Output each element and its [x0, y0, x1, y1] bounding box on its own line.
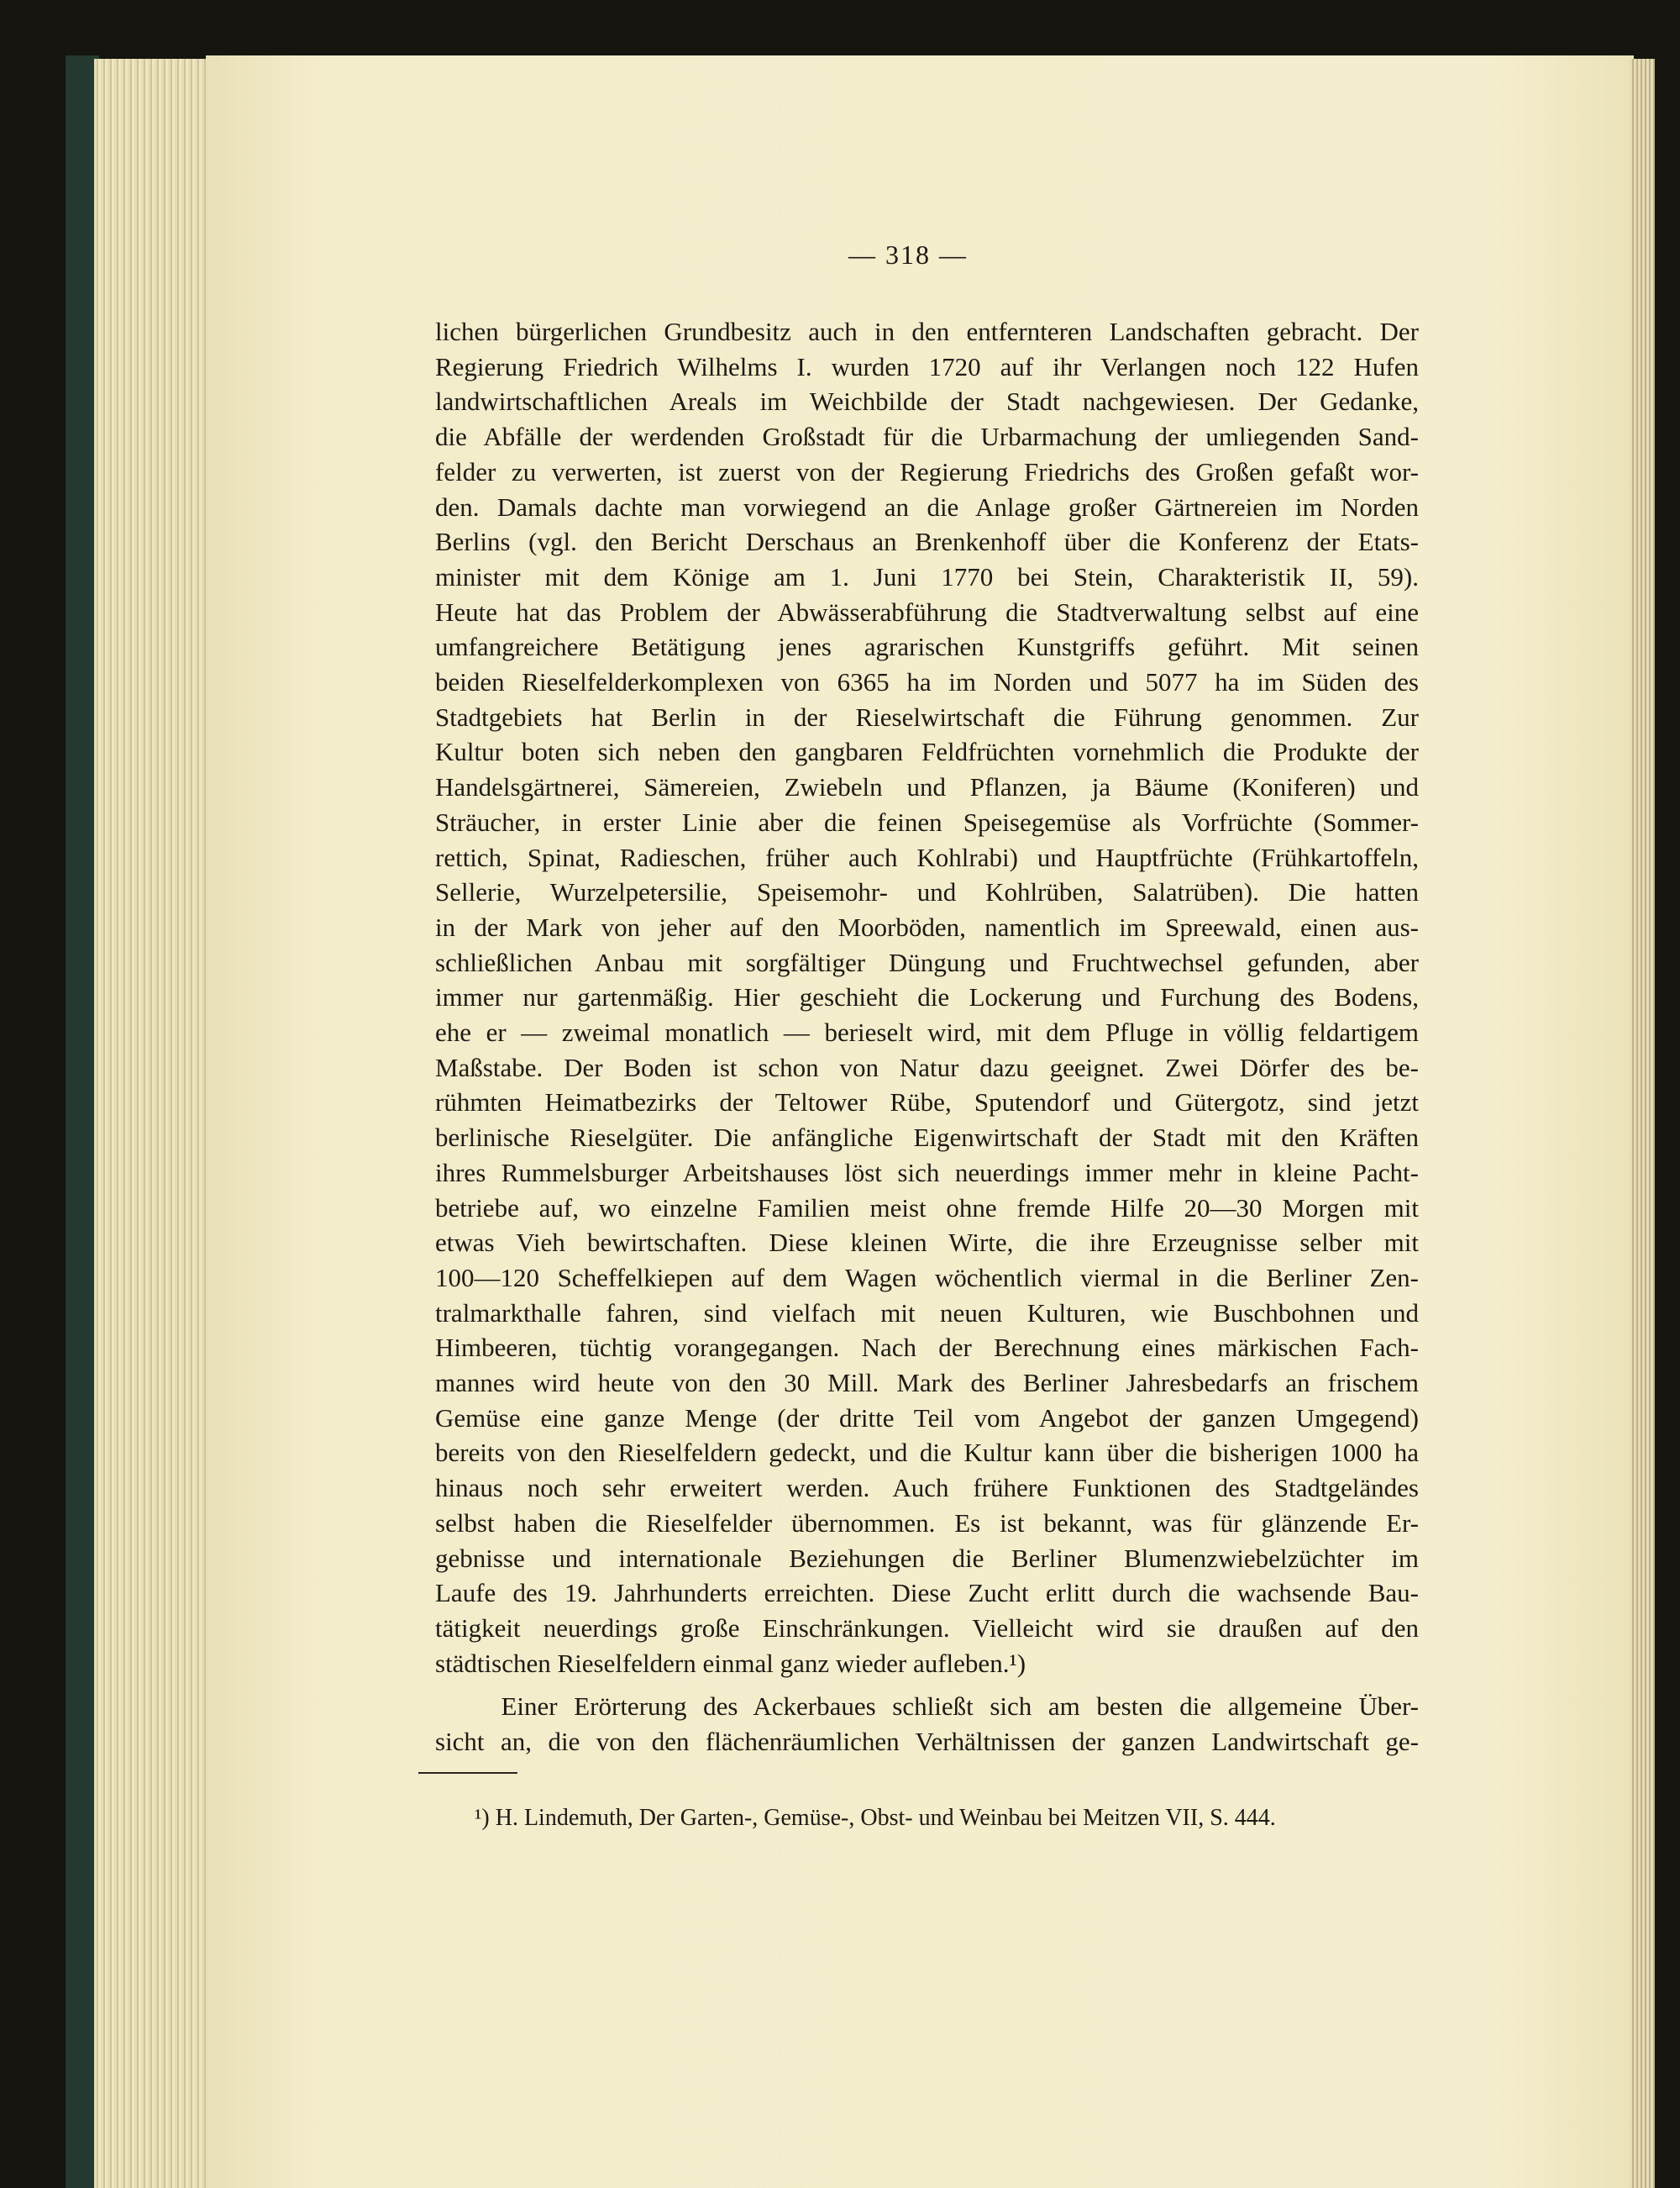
text-line: Maßstabe. Der Boden ist schon von Natur dazu geeignet. Zwei Dörfer des be- — [435, 1052, 1419, 1082]
page-stack-left — [94, 59, 212, 2188]
text-line: rettich, Spinat, Radieschen, früher auch Kohlrabi) und Hauptfrüchte (Frühkartoffeln, — [435, 842, 1419, 872]
text-line: rühmten Heimatbezirks der Teltower Rübe, Sputendorf und Gütergotz, sind jetzt — [435, 1087, 1419, 1118]
text-line: felder zu verwerten, ist zuerst von der Regierung Friedrichs des Großen gefaßt wor- — [435, 456, 1419, 487]
text-line: die Abfälle der werdenden Großstadt für die Urbarmachung der umliegenden Sand- — [435, 422, 1419, 452]
text-line: betriebe auf, wo einzelne Familien meist ohne fremde Hilfe 20—30 Morgen mit — [435, 1192, 1419, 1223]
text-line: Himbeeren, tüchtig vorangegangen. Nach der Berechnung eines märkischen Fach- — [435, 1333, 1419, 1363]
text-line: Sträucher, in erster Linie aber die feinen Speisegemüse als Vorfrüchte (Sommer- — [435, 807, 1419, 837]
footnote: ¹) H. Lindemuth, Der Garten-, Gemüse-, Obst- und Weinbau bei Meitzen VII, S. 444. — [475, 1805, 1276, 1831]
text-line: Sellerie, Wurzelpetersilie, Speisemohr- und Kohlrüben, Salatrüben). Die hatten — [435, 877, 1419, 907]
text-line: immer nur gartenmäßig. Hier geschieht die Lockerung und Furchung des Bodens, — [435, 982, 1419, 1012]
text-line: selbst haben die Rieselfelder übernommen. Es ist bekannt, was für glänzende Er- — [435, 1507, 1419, 1538]
text-line: mannes wird heute von den 30 Mill. Mark des Berliner Jahresbedarfs an frischem — [435, 1368, 1419, 1397]
text-line: berlinische Rieselgüter. Die anfängliche Eigenwirtschaft der Stadt mit den Kräften — [435, 1123, 1419, 1153]
text-line: städtischen Rieselfeldern einmal ganz wieder aufleben.¹) — [435, 1648, 1026, 1678]
footnote-rule — [418, 1772, 517, 1774]
text-line: Heute hat das Problem der Abwässerabführung die Stadtverwaltung selbst auf eine — [435, 597, 1419, 627]
text-line: Regierung Friedrich Wilhelms I. wurden 1720 auf ihr Verlangen noch 122 Hufen — [435, 351, 1419, 381]
text-line: etwas Vieh bewirtschaften. Diese kleinen Wirte, die ihre Erzeugnisse selber mit — [435, 1228, 1419, 1258]
text-line: den. Damals dachte man vorwiegend an die Anlage großer Gärtnereien im Norden — [435, 492, 1419, 522]
text-line: in der Mark von jeher auf den Moorböden, namentlich im Spreewald, einen aus- — [435, 912, 1419, 942]
page-number: — 318 — — [848, 239, 968, 270]
text-line: hinaus noch sehr erweitert werden. Auch frühere Funktionen des Stadtgeländes — [435, 1473, 1419, 1503]
text-line: schließlichen Anbau mit sorgfältiger Düngung und Fruchtwechsel gefunden, aber — [435, 947, 1419, 977]
text-line: Handelsgärtnerei, Sämereien, Zwiebeln und Pflanzen, ja Bäume (Koniferen) und — [435, 772, 1419, 802]
text-line: Stadtgebiets hat Berlin in der Rieselwirtschaft die Führung genommen. Zur — [435, 702, 1419, 732]
text-line: Laufe des 19. Jahrhunderts erreichten. Diese Zucht erlitt durch die wachsende Bau- — [435, 1578, 1419, 1608]
text-line: Berlins (vgl. den Bericht Derschaus an Brenkenhoff über die Konferenz der Etats- — [435, 527, 1419, 557]
text-line: lichen bürgerlichen Grundbesitz auch in den entfernteren Landschaften gebracht. Der — [435, 317, 1419, 346]
text-line: beiden Rieselfelderkomplexen von 6365 ha im Norden und 5077 ha im Süden des — [435, 667, 1419, 697]
text-line: Einer Erörterung des Ackerbaues schließt sich am besten die allgemeine Über- — [435, 1691, 1419, 1721]
text-line: Kultur boten sich neben den gangbaren Feldfrüchten vornehmlich die Produkte der — [435, 737, 1419, 767]
text-line: bereits von den Rieselfeldern gedeckt, und die Kultur kann über die bisherigen 1000 ha — [435, 1438, 1419, 1468]
text-line: Gemüse eine ganze Menge (der dritte Teil vom Angebot der ganzen Umgegend) — [435, 1402, 1419, 1433]
text-line: gebnisse und internationale Beziehungen die Berliner Blumenzwiebelzüchter im — [435, 1543, 1419, 1573]
text-line: tralmarkthalle fahren, sind vielfach mit neuen Kulturen, wie Buschbohnen und — [435, 1297, 1419, 1328]
page-stack-right — [1630, 59, 1655, 2188]
text-line: minister mit dem Könige am 1. Juni 1770 bei Stein, Charakteristik II, 59). — [435, 561, 1419, 592]
text-line: sicht an, die von den flächenräumlichen Verhältnissen der ganzen Landwirtschaft ge- — [435, 1727, 1419, 1756]
text-line: umfangreichere Betätigung jenes agrarischen Kunstgriffs geführt. Mit seinen — [435, 632, 1419, 662]
text-line: ehe er — zweimal monatlich — berieselt wird, mit dem Pfluge in völlig feldartigem — [435, 1018, 1419, 1047]
text-line: ihres Rummelsburger Arbeitshauses löst sich neuerdings immer mehr in kleine Pacht- — [435, 1157, 1419, 1187]
text-line: 100—120 Scheffelkiepen auf dem Wagen wöchentlich viermal in die Berliner Zen- — [435, 1262, 1419, 1292]
text-line: landwirtschaftlichen Areals im Weichbilde der Stadt nachgewiesen. Der Gedanke, — [435, 387, 1419, 417]
text-line: tätigkeit neuerdings große Einschränkungen. Vielleicht wird sie draußen auf den — [435, 1612, 1419, 1643]
